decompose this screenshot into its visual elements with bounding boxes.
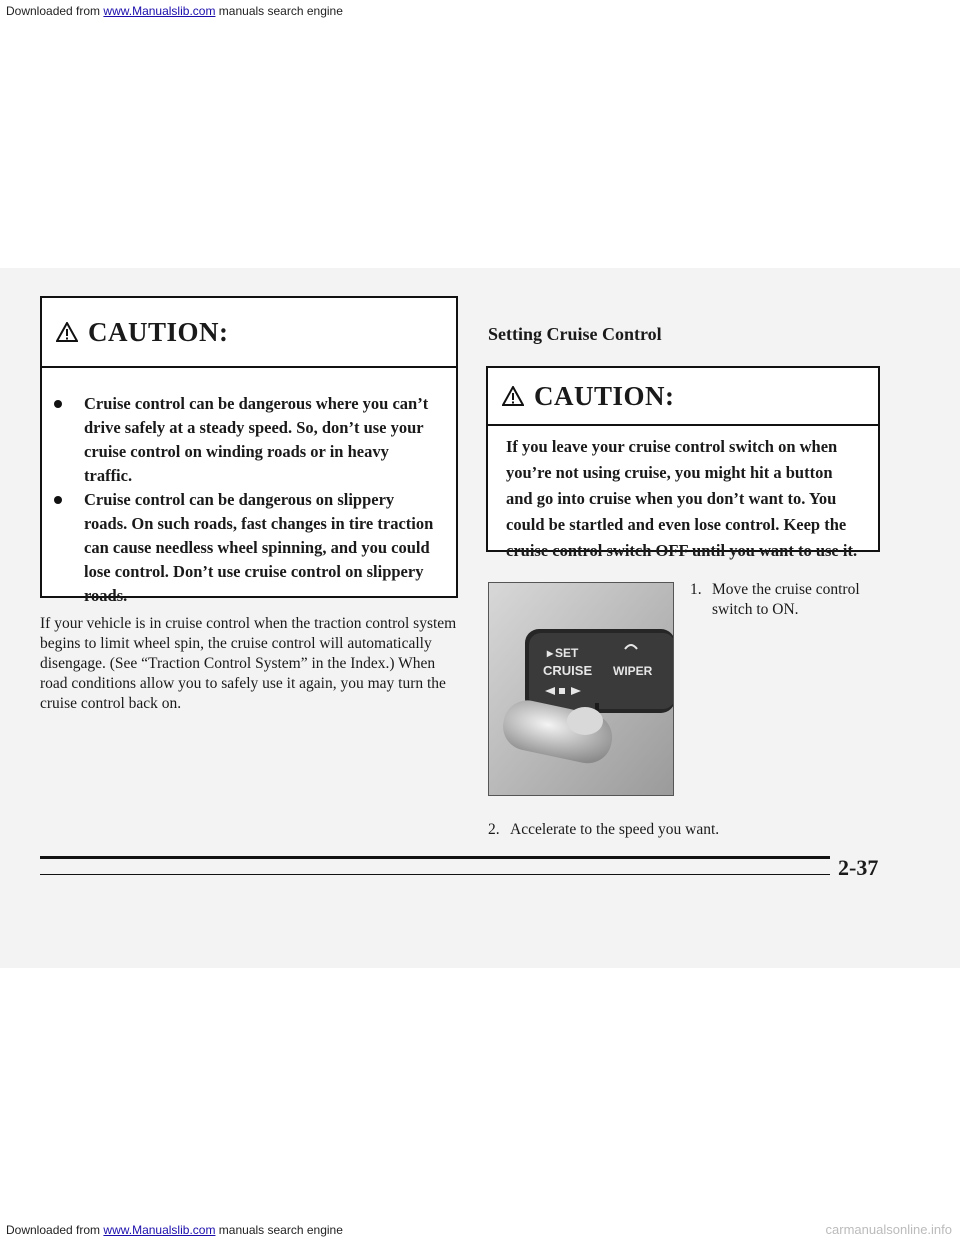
caution-header xyxy=(488,368,878,426)
banner-prefix: Downloaded from xyxy=(6,4,101,18)
caution-box-left xyxy=(40,296,458,605)
caution-body xyxy=(42,368,456,608)
warning-triangle-icon xyxy=(56,322,78,342)
caution-bullet xyxy=(42,392,436,488)
caution-bullet-text: Cruise control can be dangerous where you can’t drive safely at a steady speed. So, don’t use your cruise control on winding roads or in heavy traffic. xyxy=(84,394,429,485)
svg-text:▸: ▸ xyxy=(547,646,554,660)
manualslib-link[interactable]: www.Manualslib.com xyxy=(103,1223,216,1237)
warning-triangle-icon xyxy=(502,386,524,406)
manualslib-link[interactable]: www.Manualslib.com xyxy=(103,4,216,18)
download-banner xyxy=(0,0,960,24)
caution-bullet-text: Cruise control can be dangerous on slippery roads. On such roads, fast changes in tire traction can cause needless wheel spinning, and you could lose control. Don’t use cruise control on slippery roads. xyxy=(84,490,434,605)
step-item xyxy=(690,580,890,620)
caution-box-right xyxy=(486,366,880,560)
caution-text: If you leave your cruise control switch on when you’re not using cruise, you might hit a button and go into cruise when you don’t want to. You could be startled and even lose control. Keep the cruise control switch OFF until you want to use it. xyxy=(506,437,858,560)
footer-rule-thick xyxy=(40,856,830,859)
cruise-control-stalk-icon xyxy=(489,583,674,796)
banner-suffix: manuals search engine xyxy=(218,1223,343,1237)
caution-title: CAUTION: xyxy=(88,316,229,347)
banner-suffix: manuals search engine xyxy=(218,4,343,18)
step-number: 2. xyxy=(488,821,500,838)
bullet-icon xyxy=(54,400,62,408)
step-item xyxy=(488,820,848,840)
footer-rule-thin xyxy=(40,874,830,875)
watermark: carmanualsonline.info xyxy=(825,1222,952,1237)
caution-title: CAUTION: xyxy=(534,380,675,411)
step-text: Accelerate to the speed you want. xyxy=(510,821,720,838)
step-text: Move the cruise control switch to ON. xyxy=(712,581,860,618)
page-number: 2-37 xyxy=(838,855,879,880)
cruise-control-stalk-photo xyxy=(488,582,674,796)
photo-label-wiper: WIPER xyxy=(613,664,653,678)
bullet-icon xyxy=(54,496,62,504)
traction-control-paragraph: If your vehicle is in cruise control when the traction control system begins to limit wheel spin, the cruise control will automatically disengage. (See “Traction Control System” in the Index.) When road conditions allow you to safely use it again, you may turn the cruise control back on. xyxy=(40,615,457,712)
photo-label-cruise: CRUISE xyxy=(543,663,593,678)
caution-header xyxy=(42,298,456,368)
step-number: 1. xyxy=(690,581,702,598)
photo-label-set: SET xyxy=(555,646,579,660)
banner-prefix: Downloaded from xyxy=(6,1223,101,1237)
caution-bullet-list xyxy=(42,392,436,608)
caution-bullet xyxy=(42,488,436,608)
download-banner-bottom xyxy=(0,1220,960,1242)
section-heading: Setting Cruise Control xyxy=(488,324,662,344)
